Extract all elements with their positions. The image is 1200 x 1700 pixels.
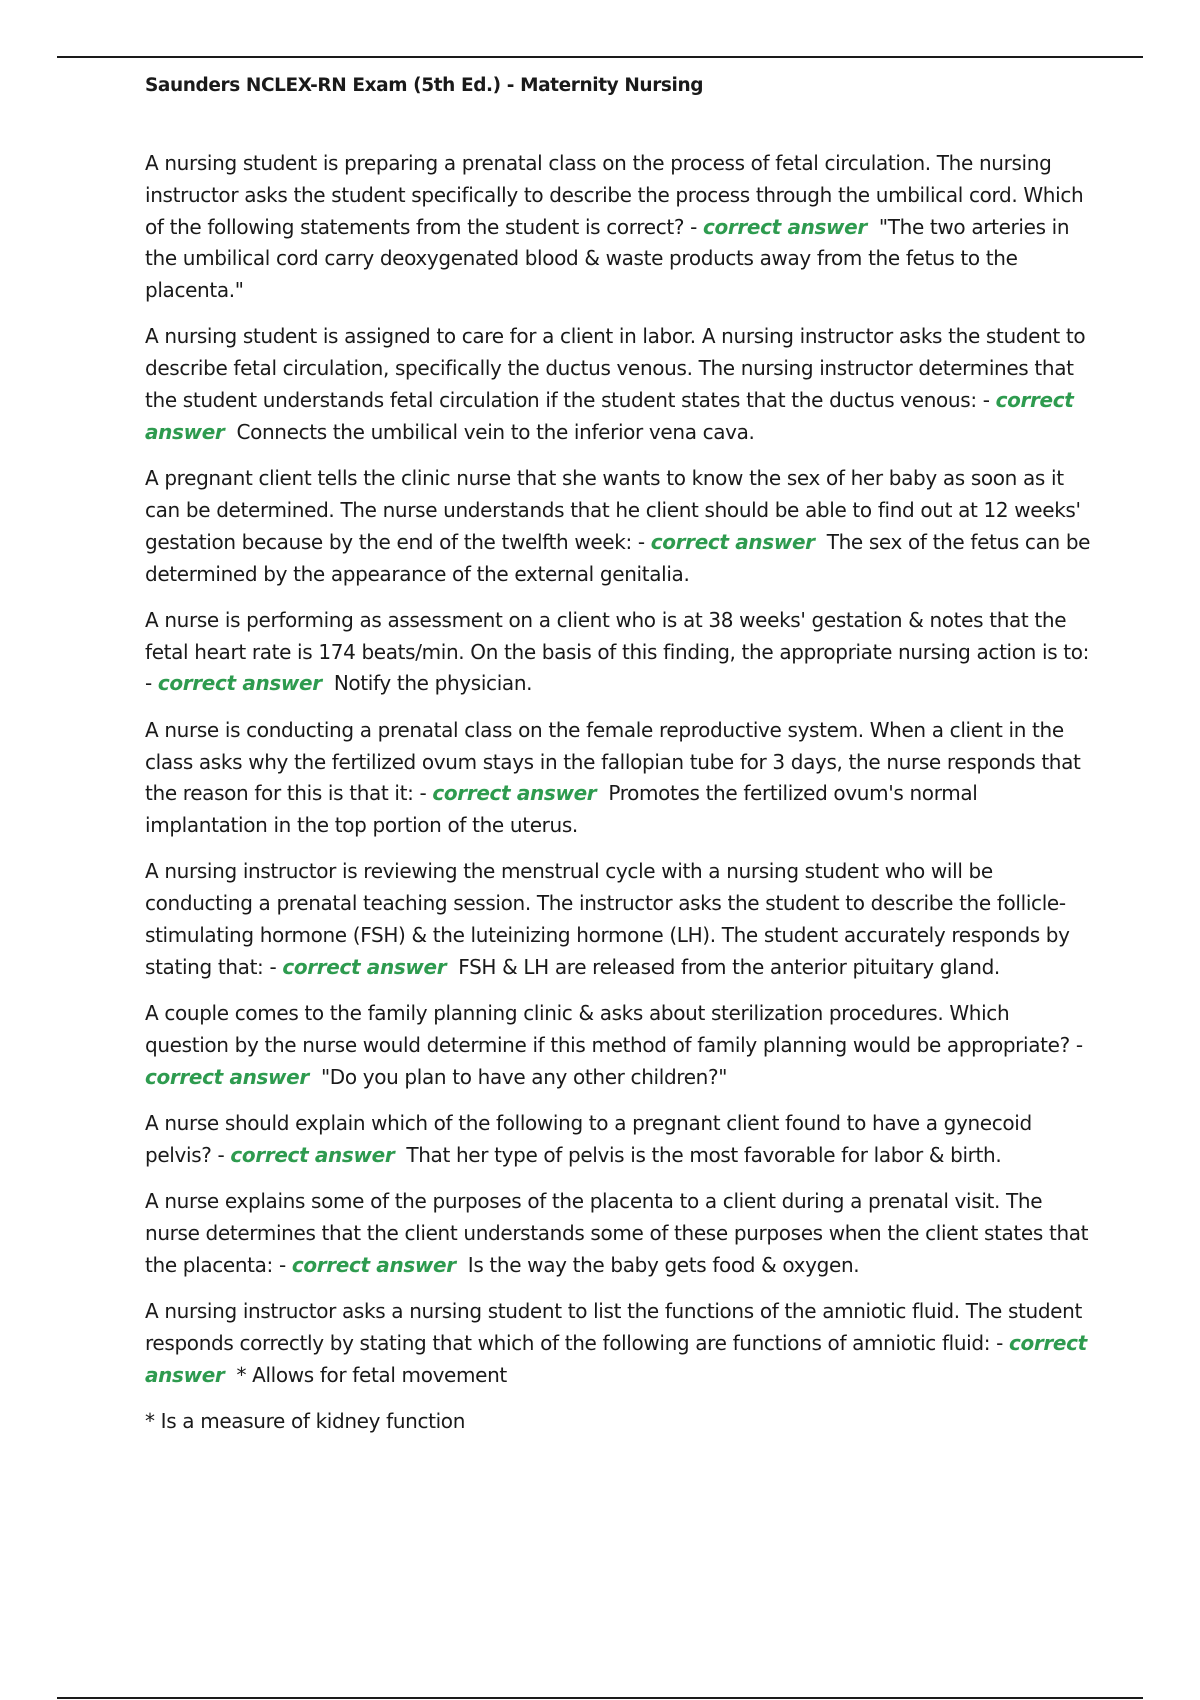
qa-item xyxy=(145,1186,1095,1281)
qa-item xyxy=(145,463,1095,590)
answer-text: Connects the umbilical vein to the inferior vena cava. xyxy=(236,419,755,444)
question-text: A nurse explains some of the purposes of the placenta to a client during a prenatal visit. The nurse determines that the client understands some of these purposes when the client states that the placenta: - xyxy=(145,1189,1089,1277)
correct-answer-label: correct answer xyxy=(145,1330,1087,1387)
qa-item xyxy=(145,605,1095,700)
answer-text: "Do you plan to have any other children?" xyxy=(320,1064,728,1089)
correct-answer-label: correct answer xyxy=(432,781,597,806)
correct-answer-label: correct answer xyxy=(157,671,322,696)
bullet-line: * Is a measure of kidney function xyxy=(145,1408,466,1433)
answer-text: * Allows for fetal movement xyxy=(236,1362,507,1387)
question-text: A nursing instructor is reviewing the menstrual cycle with a nursing student who will be conducting a prenatal teaching session. The instructor asks the student to describe the follicle-stimulating hormone (FSH) & the luteinizing hormone (LH). The student accurately responds by stating that: - xyxy=(145,859,1070,979)
correct-answer-label: correct answer xyxy=(145,388,1074,444)
question-text: A nursing instructor asks a nursing student to list the functions of the amniotic fluid. The student responds correctly by stating that which of the following are functions of amniotic fluid: - xyxy=(145,1299,1082,1355)
question-text: A couple comes to the family planning clinic & asks about sterilization procedures. Which question by the nurse would determine if this method of family planning would be appropriate? - xyxy=(145,1001,1083,1057)
answer-text: That her type of pelvis is the most favorable for labor & birth. xyxy=(406,1142,1002,1167)
qa-item xyxy=(145,321,1095,448)
qa-item xyxy=(145,715,1095,842)
qa-list xyxy=(145,148,1095,1438)
correct-answer-label: correct answer xyxy=(650,529,815,554)
question-text: A nurse should explain which of the following to a pregnant client found to have a gynecoid pelvis? - xyxy=(145,1111,1032,1167)
document-page xyxy=(145,72,1095,1438)
question-text: A nurse is performing as assessment on a client who is at 38 weeks' gestation & notes that the fetal heart rate is 174 beats/min. On the basis of this finding, the appropriate nursing action is to: - xyxy=(145,607,1090,696)
answer-text: FSH & LH are released from the anterior pituitary gland. xyxy=(458,954,1000,979)
qa-item xyxy=(145,148,1095,307)
top-rule xyxy=(57,56,1143,58)
answer-text: Notify the physician. xyxy=(333,671,533,696)
question-text: A nursing student is preparing a prenatal class on the process of fetal circulation. The nursing instructor asks the student specifically to describe the process through the umbilical cord. Which of the following statements from the student is correct? - xyxy=(145,151,1084,239)
qa-item xyxy=(145,856,1095,983)
question-text: A nurse is conducting a prenatal class on the female reproductive system. When a client in the class asks why the fertilized ovum stays in the fallopian tube for 3 days, the nurse responds that the reason for this is that it: - xyxy=(145,717,1081,806)
correct-answer-label: correct answer xyxy=(230,1142,395,1167)
answer-text: Is the way the baby gets food & oxygen. xyxy=(467,1252,860,1277)
qa-item xyxy=(145,1108,1095,1172)
question-text: A nursing student is assigned to care for a client in labor. A nursing instructor asks the student to describe fetal circulation, specifically the ductus venous. The nursing instructor determines that the student understands fetal circulation if the student states that the ductus venous: - xyxy=(145,324,1086,413)
answer-text: The sex of the fetus can be determined by the appearance of the external genitalia. xyxy=(145,529,1091,586)
correct-answer-label: correct answer xyxy=(145,1064,309,1089)
question-text: A pregnant client tells the clinic nurse that she wants to know the sex of her baby as soon as it can be determined. The nurse understands that he client should be able to find out at 12 weeks' gestation because by the end of the twelfth week: - xyxy=(145,466,1081,554)
correct-answer-label: correct answer xyxy=(702,214,867,239)
qa-item xyxy=(145,998,1095,1093)
answer-text: Promotes the fertilized ovum's normal implantation in the top portion of the uterus. xyxy=(145,781,978,838)
qa-item xyxy=(145,1296,1095,1391)
answer-text: "The two arteries in the umbilical cord carry deoxygenated blood & waste products away from the fetus to the placenta." xyxy=(145,214,1070,303)
correct-answer-label: correct answer xyxy=(282,954,447,979)
correct-answer-label: correct answer xyxy=(291,1252,456,1277)
document-title: Saunders NCLEX-RN Exam (5th Ed.) - Maternity Nursing xyxy=(145,75,704,96)
bottom-rule xyxy=(57,1697,1143,1699)
